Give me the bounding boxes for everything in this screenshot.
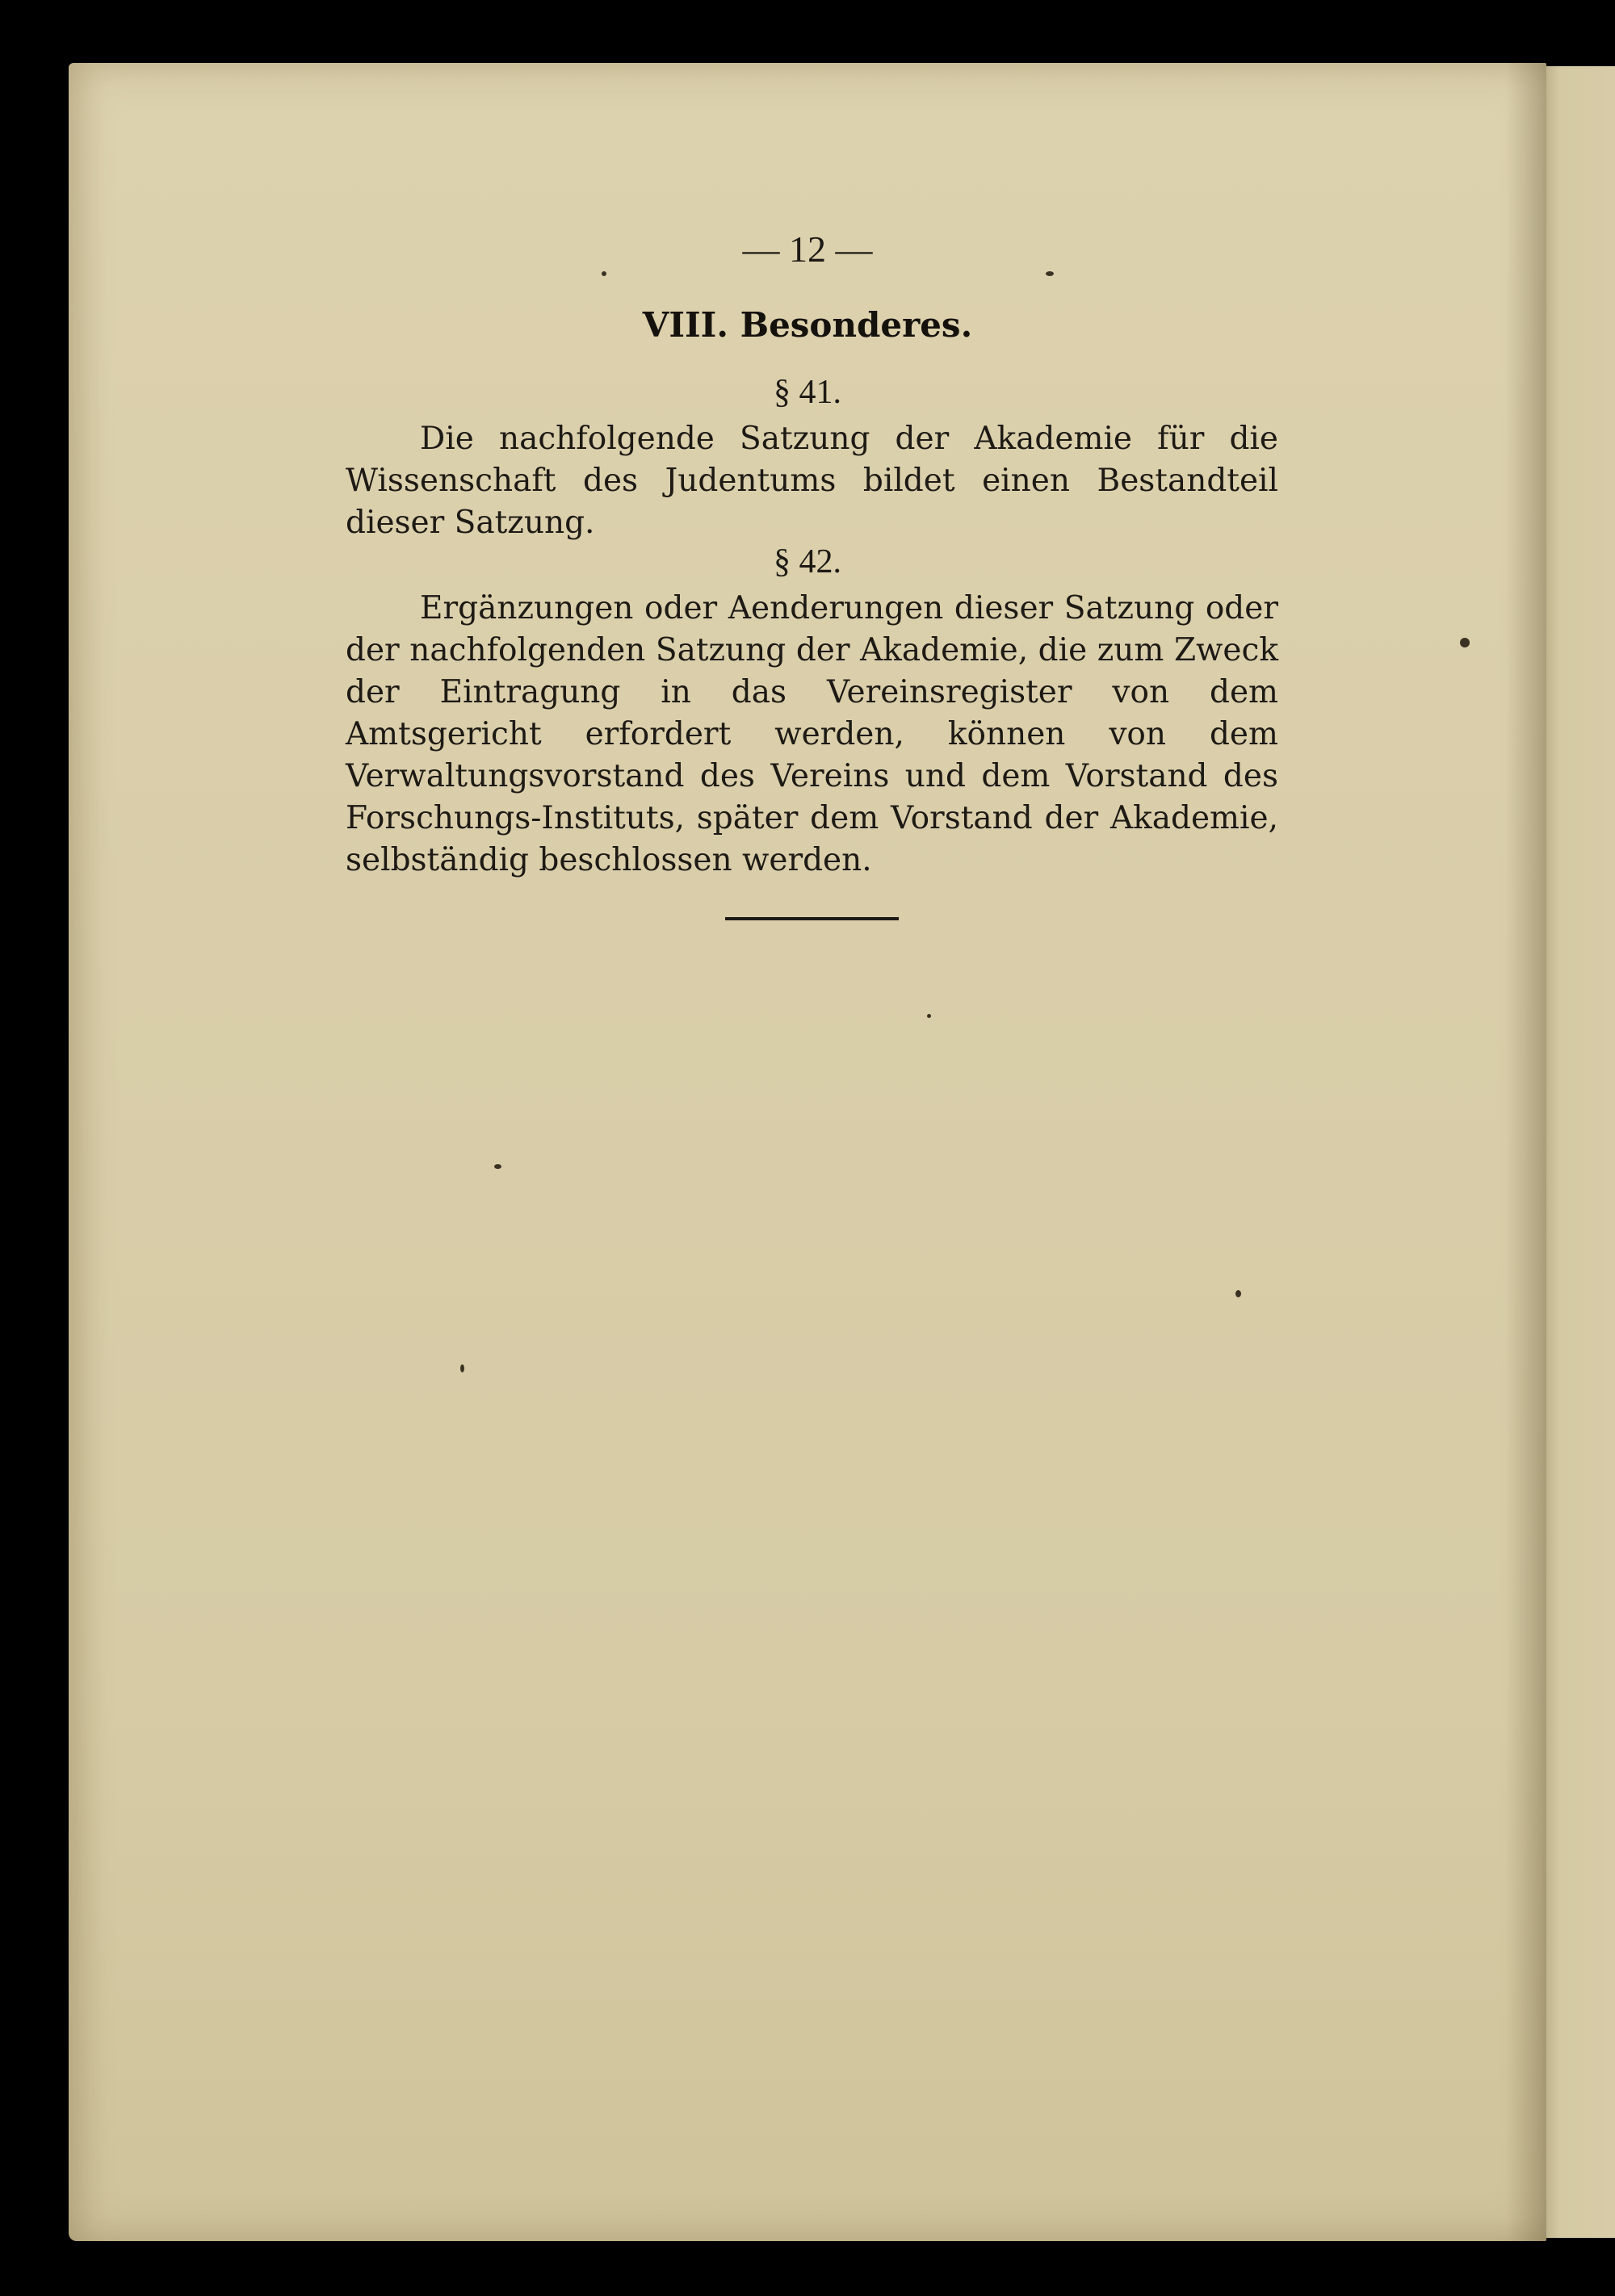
paper-speck bbox=[1046, 271, 1054, 276]
paragraph-heading-42: § 42. bbox=[774, 543, 841, 580]
paper-speck bbox=[927, 1014, 931, 1018]
paragraph-heading-41: § 41. bbox=[774, 374, 841, 411]
paragraph-42-text: Ergänzungen oder Aenderungen dieser Satzung oder der nachfolgenden Satzung der Akademie, die zum Zweck der Eintragung in das Vereinsregister von dem Amtsgericht erfordert werden, können von dem Verwaltungsvorstand des Vereins und dem Vorstand des Forschungs-Instituts, später dem Vorstand der Akademie, selbständig beschlossen werden. bbox=[346, 590, 1278, 878]
section-title: VIII. Besonderes. bbox=[642, 305, 973, 345]
page-number: — 12 — bbox=[742, 228, 873, 270]
paper-speck bbox=[1460, 638, 1470, 647]
paragraph-42 bbox=[346, 588, 1278, 882]
paragraph-41 bbox=[346, 418, 1278, 544]
paper-speck bbox=[1235, 1290, 1241, 1297]
paper-speck bbox=[494, 1164, 501, 1169]
end-rule bbox=[725, 917, 899, 920]
paper-speck bbox=[602, 271, 606, 276]
paper-speck bbox=[460, 1364, 464, 1372]
paragraph-41-text: Die nachfolgende Satzung der Akademie für die Wissenschaft des Judentums bildet einen Bestandteil dieser Satzung. bbox=[346, 421, 1278, 541]
